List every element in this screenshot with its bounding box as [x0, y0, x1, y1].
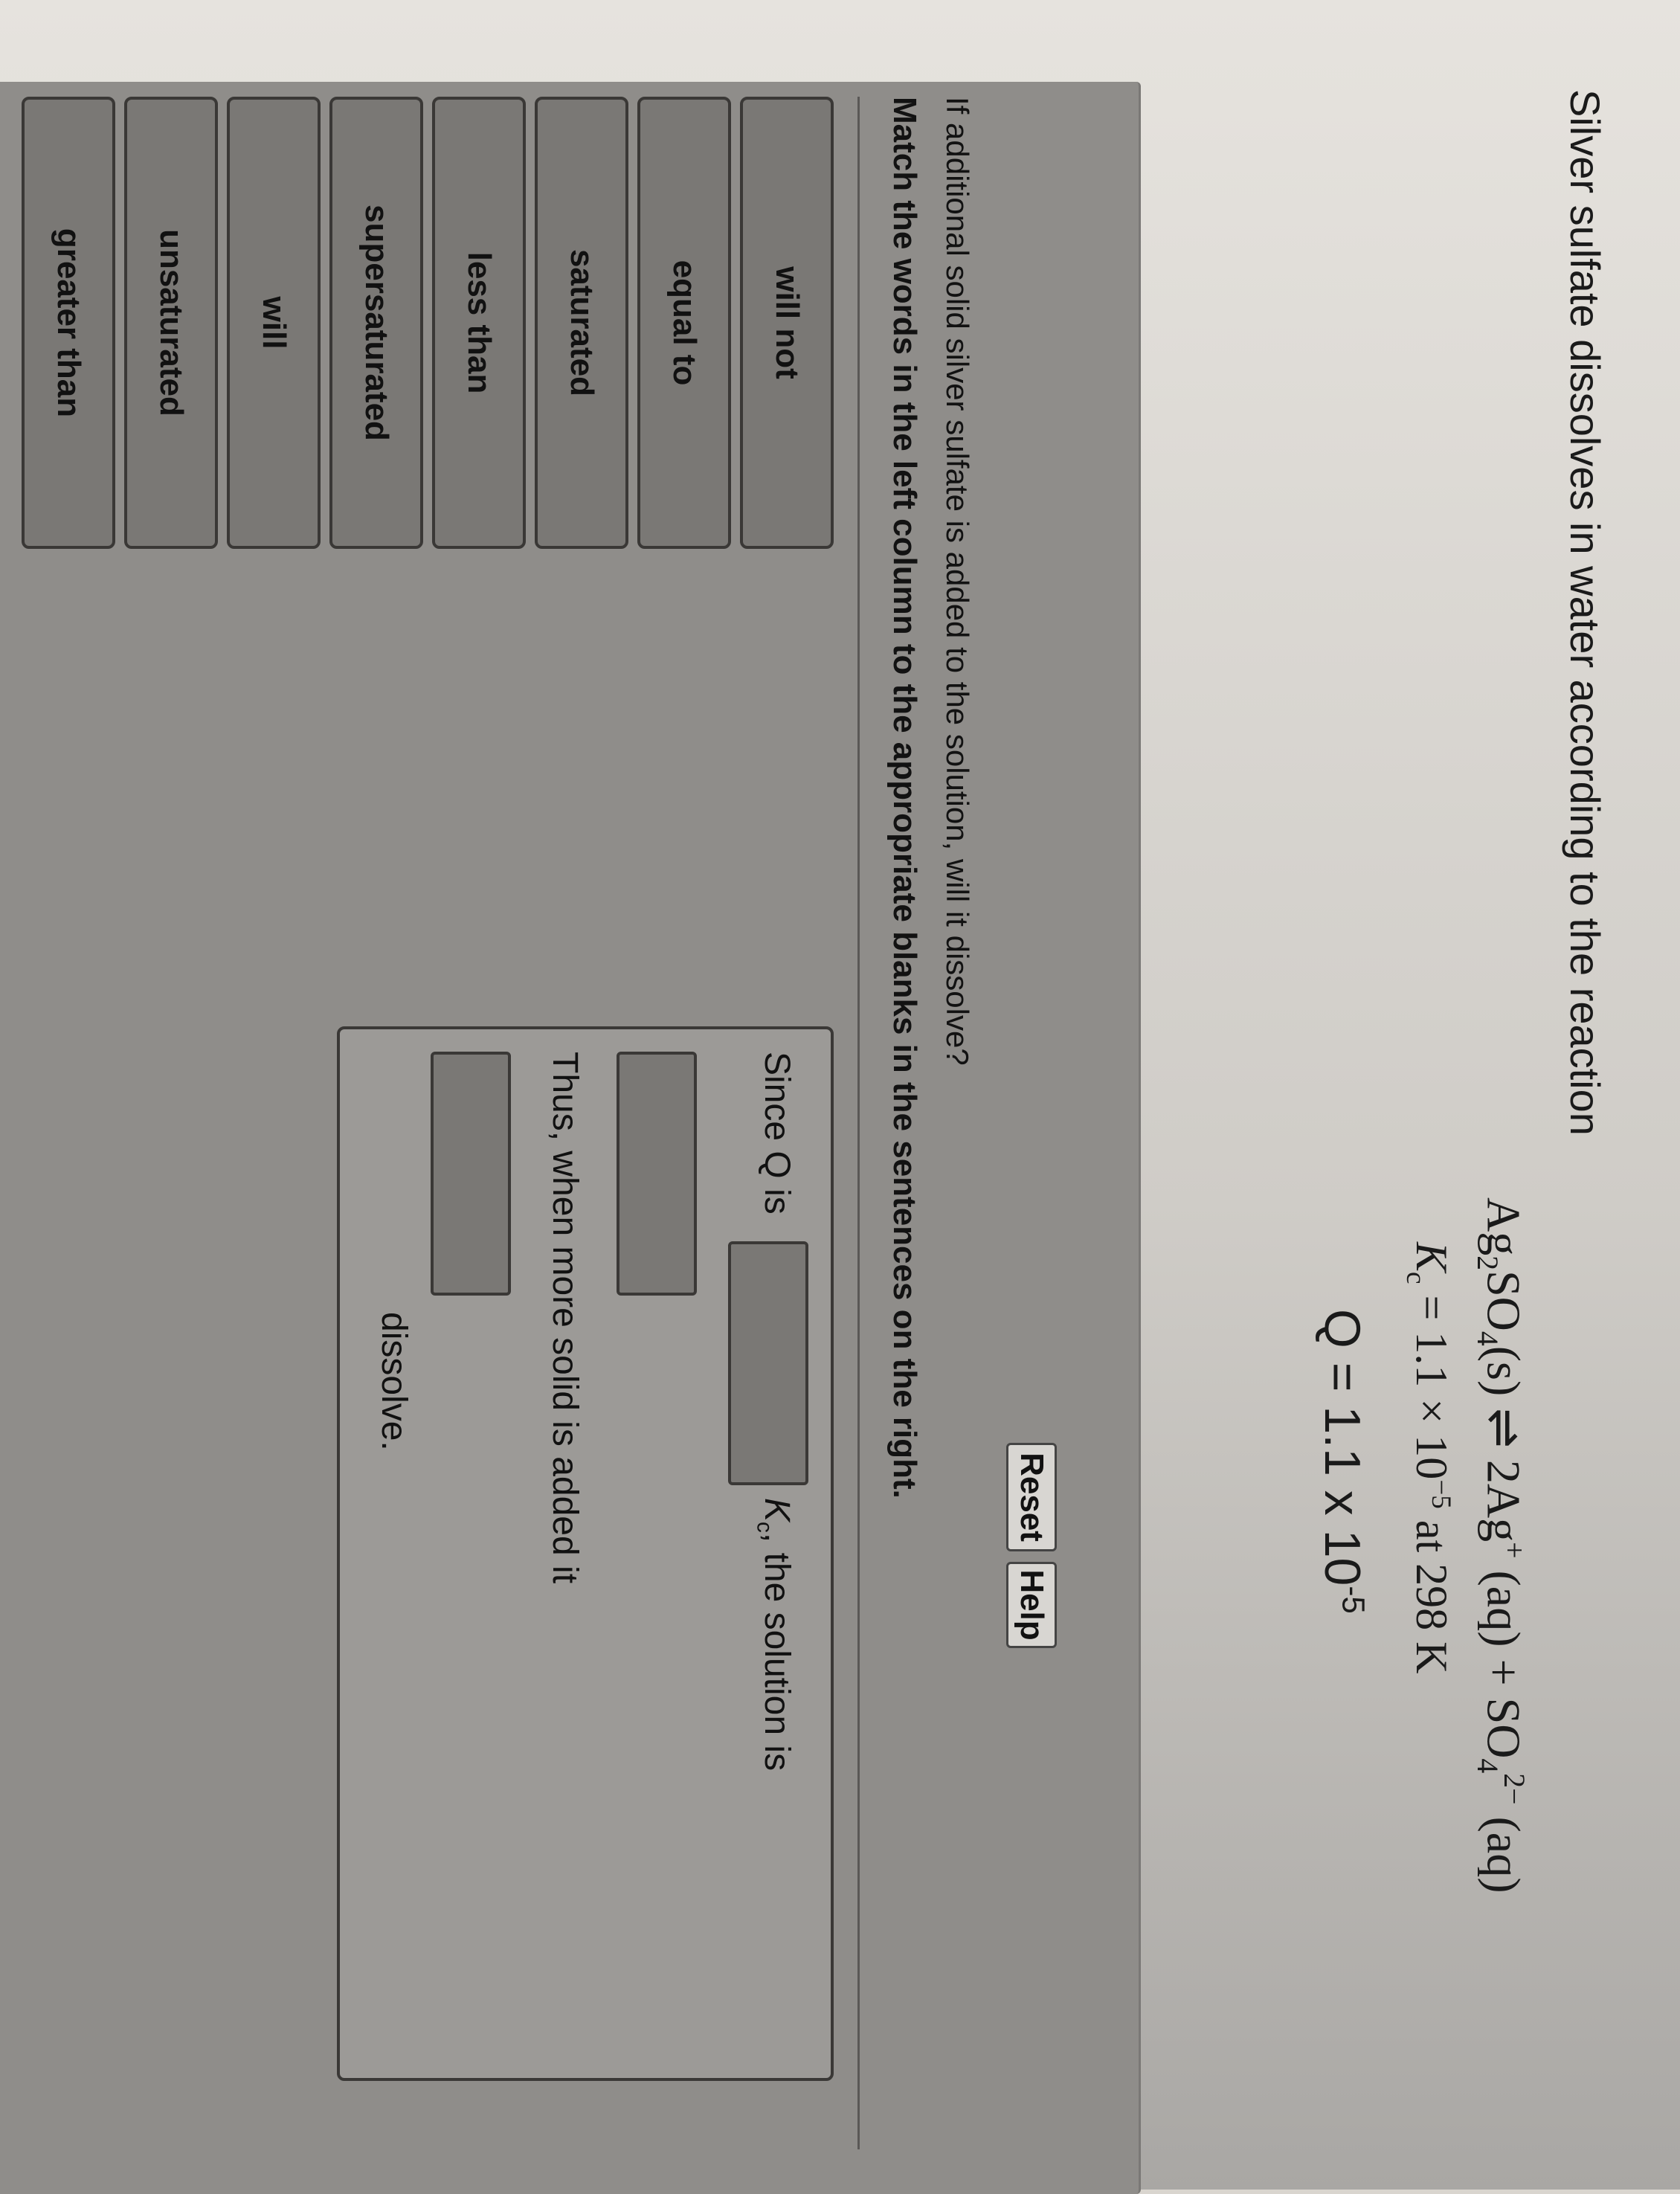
eq-reactant: Ag — [1477, 1197, 1531, 1256]
instruction-text: Match the words in the left column to the appropriate blanks in the sentences on the right. — [886, 97, 923, 1499]
word-chip-greater-than[interactable]: greater than — [22, 97, 115, 549]
help-button[interactable]: Help — [1006, 1562, 1057, 1648]
blank-q-comparison[interactable] — [728, 1241, 808, 1485]
word-chip-will[interactable]: will — [227, 97, 321, 549]
sentence-part-4: dissolve. — [374, 1312, 413, 1451]
question-text: If additional solid silver sulfate is added to the solution, will it dissolve? — [940, 97, 975, 1066]
word-chip-unsaturated[interactable]: unsaturated — [124, 97, 218, 549]
kc-sub: c — [1400, 1272, 1431, 1284]
reaction-equation — [1470, 1197, 1531, 1894]
word-chip-supersaturated[interactable]: supersaturated — [329, 97, 423, 549]
q-value: Q = 1.1 x 10 — [1314, 1309, 1371, 1586]
word-chip-saturated[interactable]: saturated — [535, 97, 628, 549]
sentence-part-3: Thus, when more solid is added it — [545, 1052, 585, 1584]
kc-sub: c — [752, 1522, 777, 1533]
eq-product: SO — [1477, 1697, 1531, 1759]
kc-symbol: K — [1407, 1242, 1456, 1273]
eq-state: (s) — [1477, 1345, 1531, 1397]
eq-state: (aq) + — [1477, 1570, 1531, 1686]
eq-state: (aq) — [1477, 1816, 1531, 1894]
eq-sub: 4 — [1470, 1331, 1504, 1346]
blank-solution-type[interactable] — [617, 1052, 697, 1296]
kc-symbol: K — [757, 1498, 796, 1522]
kc-exp: −5 — [1426, 1479, 1456, 1509]
word-chip-less-than[interactable]: less than — [432, 97, 526, 549]
sentence-box — [337, 1026, 834, 2081]
eq-sub: 2 — [1470, 1255, 1504, 1271]
word-chip-will-not[interactable]: will not — [740, 97, 834, 549]
sentence-part-2: , the solution is — [757, 1532, 796, 1772]
eq-product: 2Ag — [1477, 1459, 1531, 1542]
kc-value: = 1.1 × 10 — [1407, 1295, 1456, 1480]
q-line — [1313, 1309, 1371, 1614]
word-chip-equal-to[interactable]: equal to — [637, 97, 731, 549]
divider — [857, 97, 860, 2149]
eq-sup: + — [1498, 1542, 1531, 1559]
kc-line — [1400, 1242, 1457, 1673]
sentence-part-1: Since Q is — [757, 1052, 796, 1215]
eq-sub: 4 — [1470, 1758, 1504, 1774]
reset-button[interactable]: Reset — [1006, 1443, 1057, 1551]
eq-sup: 2− — [1498, 1773, 1531, 1805]
q-exp: -5 — [1336, 1586, 1371, 1614]
eq-reactant-mid: SO — [1477, 1270, 1531, 1331]
blank-will-dissolve[interactable] — [431, 1052, 511, 1296]
matching-panel — [0, 82, 1141, 2194]
equilibrium-arrow-icon: ⇌ — [1477, 1408, 1531, 1448]
intro-text: Silver sulfate dissolves in water according to the reaction — [1562, 89, 1609, 1136]
sentence-kc — [751, 1498, 797, 1771]
kc-condition: at 298 K — [1407, 1519, 1456, 1674]
